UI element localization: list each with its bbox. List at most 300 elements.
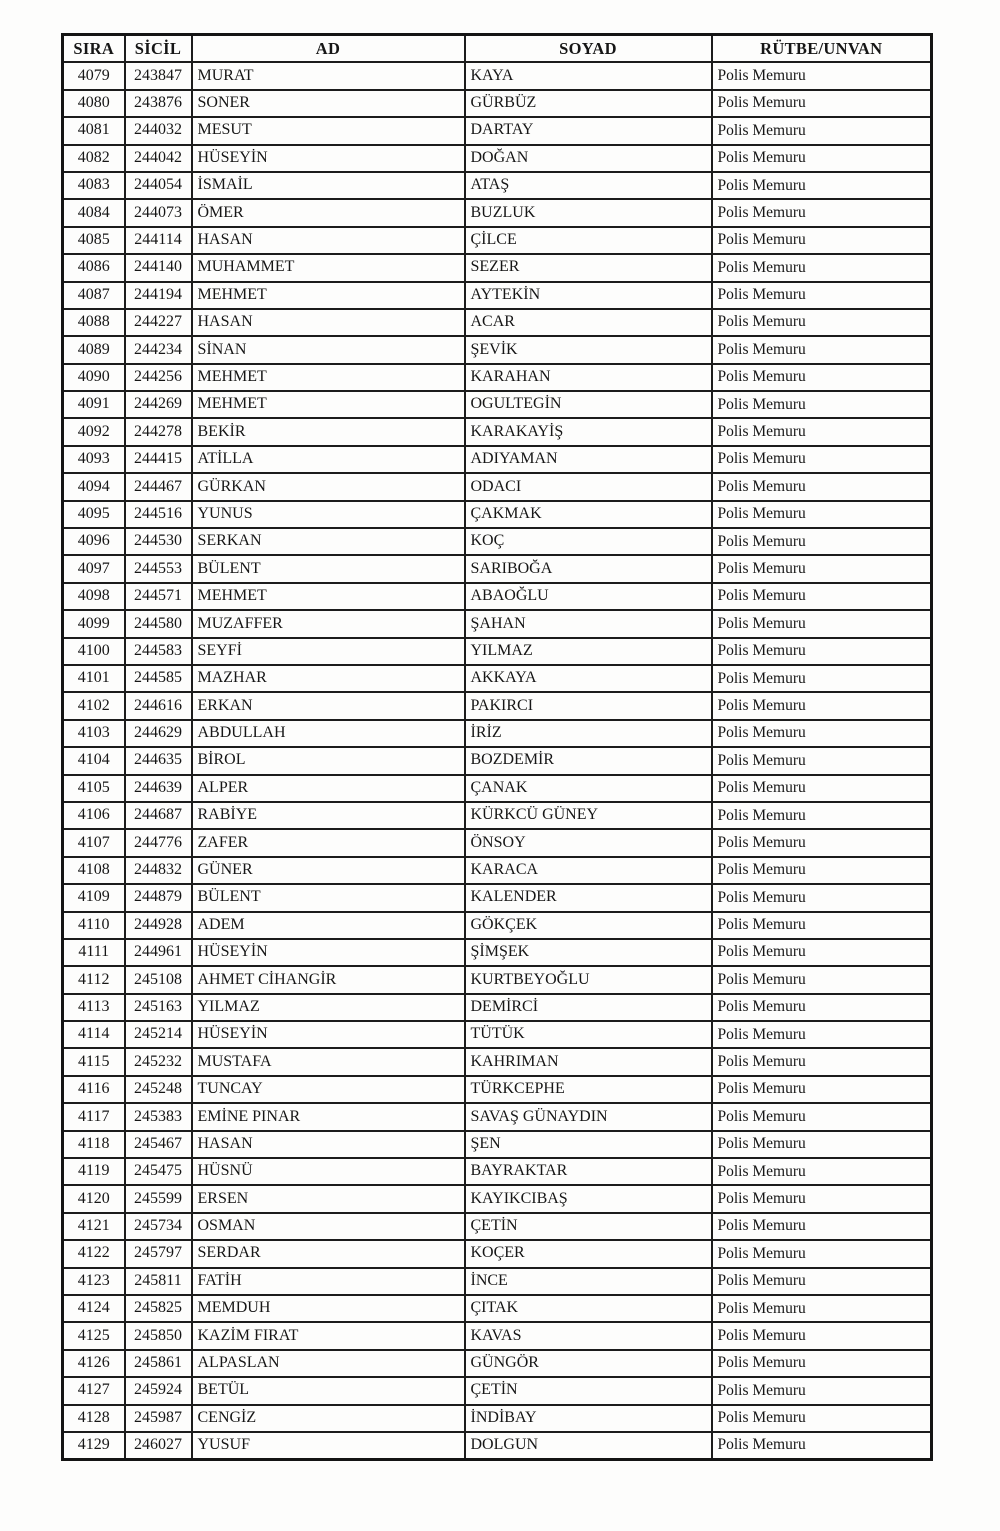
cell-sira: 4098: [63, 583, 125, 610]
cell-soyad: ODACI: [465, 473, 712, 500]
cell-sicil: 245383: [125, 1103, 192, 1130]
cell-ad: HASAN: [192, 227, 465, 254]
cell-ad: MAZHAR: [192, 665, 465, 692]
col-header-sira: SIRA: [63, 35, 125, 63]
table-row: [63, 912, 932, 939]
cell-sira: 4125: [63, 1322, 125, 1349]
cell-sicil: 245850: [125, 1322, 192, 1349]
cell-rutbe: Polis Memuru: [712, 1213, 932, 1240]
cell-sira: 4099: [63, 610, 125, 637]
table-row: [63, 1240, 932, 1267]
cell-rutbe: Polis Memuru: [712, 1295, 932, 1322]
cell-sicil: 244269: [125, 391, 192, 418]
cell-sira: 4082: [63, 145, 125, 172]
cell-soyad: YILMAZ: [465, 638, 712, 665]
cell-sira: 4084: [63, 199, 125, 226]
cell-rutbe: Polis Memuru: [712, 1268, 932, 1295]
cell-rutbe: Polis Memuru: [712, 555, 932, 582]
table-row: [63, 829, 932, 856]
table-row: [63, 172, 932, 199]
cell-sira: 4113: [63, 994, 125, 1021]
cell-sicil: 245811: [125, 1268, 192, 1295]
cell-rutbe: Polis Memuru: [712, 1322, 932, 1349]
cell-soyad: AKKAYA: [465, 665, 712, 692]
cell-rutbe: Polis Memuru: [712, 199, 932, 226]
table-row: [63, 692, 932, 719]
cell-ad: ZAFER: [192, 829, 465, 856]
cell-soyad: İNDİBAY: [465, 1405, 712, 1432]
cell-sicil: 244776: [125, 829, 192, 856]
cell-soyad: ÇETİN: [465, 1213, 712, 1240]
table-row: [63, 364, 932, 391]
cell-rutbe: Polis Memuru: [712, 309, 932, 336]
table-row: [63, 336, 932, 363]
cell-ad: CENGİZ: [192, 1405, 465, 1432]
col-header-ad: AD: [192, 35, 465, 63]
table-row: [63, 1295, 932, 1322]
cell-rutbe: Polis Memuru: [712, 1377, 932, 1404]
cell-ad: SEYFİ: [192, 638, 465, 665]
cell-rutbe: Polis Memuru: [712, 583, 932, 610]
cell-rutbe: Polis Memuru: [712, 227, 932, 254]
cell-sira: 4122: [63, 1240, 125, 1267]
cell-sira: 4081: [63, 117, 125, 144]
cell-rutbe: Polis Memuru: [712, 939, 932, 966]
cell-rutbe: Polis Memuru: [712, 692, 932, 719]
table-row: [63, 638, 932, 665]
cell-sira: 4086: [63, 254, 125, 281]
table-row: [63, 1131, 932, 1158]
cell-sicil: 245797: [125, 1240, 192, 1267]
cell-ad: FATİH: [192, 1268, 465, 1295]
cell-soyad: ACAR: [465, 309, 712, 336]
cell-sicil: 244194: [125, 282, 192, 309]
cell-sicil: 245987: [125, 1405, 192, 1432]
cell-sicil: 244114: [125, 227, 192, 254]
cell-rutbe: Polis Memuru: [712, 391, 932, 418]
cell-sicil: 244635: [125, 747, 192, 774]
cell-soyad: İRİZ: [465, 720, 712, 747]
cell-sicil: 245467: [125, 1131, 192, 1158]
cell-soyad: KALENDER: [465, 884, 712, 911]
cell-soyad: SAVAŞ GÜNAYDIN: [465, 1103, 712, 1130]
cell-rutbe: Polis Memuru: [712, 802, 932, 829]
table-row: [63, 1103, 932, 1130]
cell-sira: 4119: [63, 1158, 125, 1185]
cell-soyad: KOÇER: [465, 1240, 712, 1267]
cell-sira: 4112: [63, 966, 125, 993]
cell-sira: 4109: [63, 884, 125, 911]
cell-sicil: 244583: [125, 638, 192, 665]
cell-rutbe: Polis Memuru: [712, 364, 932, 391]
cell-sicil: 245163: [125, 994, 192, 1021]
cell-sira: 4087: [63, 282, 125, 309]
cell-sira: 4091: [63, 391, 125, 418]
table-row: [63, 720, 932, 747]
cell-soyad: SARIBOĞA: [465, 555, 712, 582]
cell-sira: 4083: [63, 172, 125, 199]
cell-sicil: 243876: [125, 90, 192, 117]
cell-ad: MEHMET: [192, 391, 465, 418]
cell-soyad: KAYIKCIBAŞ: [465, 1185, 712, 1212]
cell-soyad: AYTEKİN: [465, 282, 712, 309]
table-row: [63, 966, 932, 993]
cell-rutbe: Polis Memuru: [712, 1158, 932, 1185]
table-row: [63, 665, 932, 692]
table-row: [63, 1021, 932, 1048]
personnel-table: [61, 33, 933, 1461]
cell-ad: TUNCAY: [192, 1076, 465, 1103]
cell-sicil: 244961: [125, 939, 192, 966]
cell-sicil: 244073: [125, 199, 192, 226]
table-row: [63, 145, 932, 172]
cell-rutbe: Polis Memuru: [712, 829, 932, 856]
table-row: [63, 391, 932, 418]
cell-ad: SERKAN: [192, 528, 465, 555]
cell-sira: 4079: [63, 62, 125, 89]
table-row: [63, 747, 932, 774]
cell-sicil: 244516: [125, 501, 192, 528]
cell-ad: SONER: [192, 90, 465, 117]
cell-sira: 4100: [63, 638, 125, 665]
cell-rutbe: Polis Memuru: [712, 145, 932, 172]
cell-sira: 4111: [63, 939, 125, 966]
cell-sicil: 244227: [125, 309, 192, 336]
cell-sira: 4103: [63, 720, 125, 747]
cell-ad: BÜLENT: [192, 884, 465, 911]
col-header-rutbe-unvan: RÜTBE/UNVAN: [712, 35, 932, 63]
table-row: [63, 583, 932, 610]
cell-sira: 4095: [63, 501, 125, 528]
cell-sicil: 245599: [125, 1185, 192, 1212]
cell-ad: MUZAFFER: [192, 610, 465, 637]
cell-sicil: 243847: [125, 62, 192, 89]
cell-ad: YUSUF: [192, 1432, 465, 1460]
header-row: [63, 35, 932, 63]
cell-sira: 4102: [63, 692, 125, 719]
table-row: [63, 1268, 932, 1295]
cell-ad: YUNUS: [192, 501, 465, 528]
cell-sira: 4107: [63, 829, 125, 856]
cell-sicil: 244032: [125, 117, 192, 144]
cell-sicil: 244467: [125, 473, 192, 500]
cell-ad: BÜLENT: [192, 555, 465, 582]
cell-soyad: KARAKAYİŞ: [465, 418, 712, 445]
cell-sicil: 245232: [125, 1048, 192, 1075]
cell-ad: BİROL: [192, 747, 465, 774]
cell-sira: 4115: [63, 1048, 125, 1075]
cell-sira: 4106: [63, 802, 125, 829]
cell-sira: 4089: [63, 336, 125, 363]
cell-ad: MESUT: [192, 117, 465, 144]
cell-rutbe: Polis Memuru: [712, 62, 932, 89]
cell-ad: ADEM: [192, 912, 465, 939]
cell-rutbe: Polis Memuru: [712, 665, 932, 692]
cell-ad: GÜNER: [192, 857, 465, 884]
cell-rutbe: Polis Memuru: [712, 1432, 932, 1460]
cell-ad: HÜSNÜ: [192, 1158, 465, 1185]
cell-sicil: 244415: [125, 446, 192, 473]
cell-ad: SİNAN: [192, 336, 465, 363]
table-row: [63, 199, 932, 226]
table-row: [63, 1432, 932, 1460]
cell-rutbe: Polis Memuru: [712, 528, 932, 555]
cell-soyad: KAYA: [465, 62, 712, 89]
cell-ad: HÜSEYİN: [192, 145, 465, 172]
cell-sicil: 244530: [125, 528, 192, 555]
cell-soyad: ŞAHAN: [465, 610, 712, 637]
table-row: [63, 1350, 932, 1377]
cell-ad: ABDULLAH: [192, 720, 465, 747]
cell-sira: 4129: [63, 1432, 125, 1460]
cell-rutbe: Polis Memuru: [712, 90, 932, 117]
cell-rutbe: Polis Memuru: [712, 117, 932, 144]
cell-ad: SERDAR: [192, 1240, 465, 1267]
table-row: [63, 1048, 932, 1075]
cell-soyad: İNCE: [465, 1268, 712, 1295]
cell-soyad: ÇITAK: [465, 1295, 712, 1322]
cell-soyad: DARTAY: [465, 117, 712, 144]
cell-sicil: 244278: [125, 418, 192, 445]
cell-soyad: ABAOĞLU: [465, 583, 712, 610]
table-row: [63, 610, 932, 637]
cell-ad: EMİNE PINAR: [192, 1103, 465, 1130]
cell-ad: MEHMET: [192, 583, 465, 610]
cell-soyad: OGULTEGİN: [465, 391, 712, 418]
cell-rutbe: Polis Memuru: [712, 282, 932, 309]
cell-soyad: BUZLUK: [465, 199, 712, 226]
cell-soyad: ŞEN: [465, 1131, 712, 1158]
cell-sicil: 245248: [125, 1076, 192, 1103]
cell-ad: AHMET CİHANGİR: [192, 966, 465, 993]
cell-soyad: ATAŞ: [465, 172, 712, 199]
cell-rutbe: Polis Memuru: [712, 912, 932, 939]
cell-rutbe: Polis Memuru: [712, 1103, 932, 1130]
cell-soyad: TÜTÜK: [465, 1021, 712, 1048]
cell-sicil: 244256: [125, 364, 192, 391]
cell-rutbe: Polis Memuru: [712, 857, 932, 884]
cell-sira: 4120: [63, 1185, 125, 1212]
cell-soyad: GÜRBÜZ: [465, 90, 712, 117]
cell-sira: 4093: [63, 446, 125, 473]
cell-ad: ERKAN: [192, 692, 465, 719]
table-row: [63, 555, 932, 582]
cell-soyad: KAVAS: [465, 1322, 712, 1349]
cell-soyad: DOLGUN: [465, 1432, 712, 1460]
table-row: [63, 90, 932, 117]
cell-rutbe: Polis Memuru: [712, 966, 932, 993]
cell-rutbe: Polis Memuru: [712, 1240, 932, 1267]
cell-sicil: 245475: [125, 1158, 192, 1185]
col-header-sicil: SİCİL: [125, 35, 192, 63]
cell-sicil: 244616: [125, 692, 192, 719]
cell-sira: 4114: [63, 1021, 125, 1048]
cell-soyad: SEZER: [465, 254, 712, 281]
cell-sicil: 245825: [125, 1295, 192, 1322]
cell-sicil: 244042: [125, 145, 192, 172]
cell-soyad: ÖNSOY: [465, 829, 712, 856]
cell-rutbe: Polis Memuru: [712, 336, 932, 363]
cell-ad: MURAT: [192, 62, 465, 89]
cell-ad: ERSEN: [192, 1185, 465, 1212]
cell-sicil: 244687: [125, 802, 192, 829]
table-row: [63, 501, 932, 528]
cell-ad: MUHAMMET: [192, 254, 465, 281]
cell-soyad: KARAHAN: [465, 364, 712, 391]
cell-sira: 4101: [63, 665, 125, 692]
table-row: [63, 227, 932, 254]
cell-sicil: 246027: [125, 1432, 192, 1460]
cell-rutbe: Polis Memuru: [712, 775, 932, 802]
cell-ad: KAZİM FIRAT: [192, 1322, 465, 1349]
cell-sicil: 244580: [125, 610, 192, 637]
cell-rutbe: Polis Memuru: [712, 1048, 932, 1075]
cell-sira: 4110: [63, 912, 125, 939]
cell-sira: 4118: [63, 1131, 125, 1158]
cell-soyad: BAYRAKTAR: [465, 1158, 712, 1185]
cell-rutbe: Polis Memuru: [712, 473, 932, 500]
cell-sicil: 244832: [125, 857, 192, 884]
cell-sira: 4128: [63, 1405, 125, 1432]
cell-soyad: ADIYAMAN: [465, 446, 712, 473]
table-row: [63, 418, 932, 445]
col-header-soyad: SOYAD: [465, 35, 712, 63]
cell-soyad: ÇETİN: [465, 1377, 712, 1404]
table-row: [63, 1213, 932, 1240]
cell-rutbe: Polis Memuru: [712, 254, 932, 281]
cell-sira: 4126: [63, 1350, 125, 1377]
cell-ad: RABİYE: [192, 802, 465, 829]
cell-sicil: 244140: [125, 254, 192, 281]
cell-soyad: ŞİMŞEK: [465, 939, 712, 966]
cell-sira: 4105: [63, 775, 125, 802]
cell-soyad: KARACA: [465, 857, 712, 884]
cell-ad: ÖMER: [192, 199, 465, 226]
table-row: [63, 857, 932, 884]
cell-ad: ALPASLAN: [192, 1350, 465, 1377]
cell-sira: 4116: [63, 1076, 125, 1103]
cell-ad: OSMAN: [192, 1213, 465, 1240]
cell-rutbe: Polis Memuru: [712, 501, 932, 528]
cell-sicil: 244639: [125, 775, 192, 802]
cell-ad: HÜSEYİN: [192, 939, 465, 966]
cell-sicil: 244928: [125, 912, 192, 939]
cell-sicil: 244571: [125, 583, 192, 610]
cell-rutbe: Polis Memuru: [712, 1405, 932, 1432]
cell-ad: ALPER: [192, 775, 465, 802]
table-row: [63, 254, 932, 281]
cell-sira: 4104: [63, 747, 125, 774]
table-row: [63, 282, 932, 309]
cell-sicil: 245734: [125, 1213, 192, 1240]
table-row: [63, 884, 932, 911]
cell-soyad: KÜRKCÜ GÜNEY: [465, 802, 712, 829]
cell-rutbe: Polis Memuru: [712, 720, 932, 747]
cell-soyad: ÇAKMAK: [465, 501, 712, 528]
cell-soyad: PAKIRCI: [465, 692, 712, 719]
cell-sira: 4117: [63, 1103, 125, 1130]
cell-soyad: BOZDEMİR: [465, 747, 712, 774]
cell-sicil: 244879: [125, 884, 192, 911]
cell-sira: 4088: [63, 309, 125, 336]
cell-rutbe: Polis Memuru: [712, 610, 932, 637]
table-row: [63, 775, 932, 802]
cell-ad: HÜSEYİN: [192, 1021, 465, 1048]
cell-ad: BEKİR: [192, 418, 465, 445]
table-row: [63, 1377, 932, 1404]
table-row: [63, 1322, 932, 1349]
cell-sicil: 245214: [125, 1021, 192, 1048]
cell-ad: HASAN: [192, 309, 465, 336]
table-row: [63, 309, 932, 336]
table-row: [63, 446, 932, 473]
cell-sira: 4123: [63, 1268, 125, 1295]
cell-rutbe: Polis Memuru: [712, 638, 932, 665]
cell-sicil: 244234: [125, 336, 192, 363]
cell-ad: ATİLLA: [192, 446, 465, 473]
cell-soyad: ÇİLCE: [465, 227, 712, 254]
cell-soyad: TÜRKCEPHE: [465, 1076, 712, 1103]
cell-rutbe: Polis Memuru: [712, 994, 932, 1021]
cell-ad: MEHMET: [192, 282, 465, 309]
cell-sira: 4080: [63, 90, 125, 117]
table-row: [63, 1185, 932, 1212]
cell-sira: 4097: [63, 555, 125, 582]
cell-sicil: 244553: [125, 555, 192, 582]
cell-sira: 4108: [63, 857, 125, 884]
cell-ad: MEMDUH: [192, 1295, 465, 1322]
table-row: [63, 473, 932, 500]
table-row: [63, 117, 932, 144]
cell-soyad: DEMİRCİ: [465, 994, 712, 1021]
cell-sira: 4094: [63, 473, 125, 500]
cell-rutbe: Polis Memuru: [712, 1131, 932, 1158]
cell-soyad: ŞEVİK: [465, 336, 712, 363]
table-row: [63, 1158, 932, 1185]
cell-sira: 4124: [63, 1295, 125, 1322]
cell-sira: 4121: [63, 1213, 125, 1240]
cell-sicil: 245861: [125, 1350, 192, 1377]
cell-sicil: 245924: [125, 1377, 192, 1404]
cell-rutbe: Polis Memuru: [712, 418, 932, 445]
cell-rutbe: Polis Memuru: [712, 172, 932, 199]
table-row: [63, 802, 932, 829]
cell-sicil: 244629: [125, 720, 192, 747]
cell-rutbe: Polis Memuru: [712, 884, 932, 911]
cell-ad: İSMAİL: [192, 172, 465, 199]
cell-soyad: DOĞAN: [465, 145, 712, 172]
cell-soyad: KURTBEYOĞLU: [465, 966, 712, 993]
table-row: [63, 1076, 932, 1103]
cell-sira: 4092: [63, 418, 125, 445]
cell-ad: GÜRKAN: [192, 473, 465, 500]
cell-rutbe: Polis Memuru: [712, 1076, 932, 1103]
cell-ad: BETÜL: [192, 1377, 465, 1404]
cell-rutbe: Polis Memuru: [712, 1021, 932, 1048]
cell-sira: 4090: [63, 364, 125, 391]
cell-rutbe: Polis Memuru: [712, 446, 932, 473]
cell-soyad: GÜNGÖR: [465, 1350, 712, 1377]
table-row: [63, 1405, 932, 1432]
cell-ad: YILMAZ: [192, 994, 465, 1021]
table-row: [63, 994, 932, 1021]
cell-sira: 4085: [63, 227, 125, 254]
cell-ad: HASAN: [192, 1131, 465, 1158]
cell-ad: MUSTAFA: [192, 1048, 465, 1075]
cell-sicil: 244585: [125, 665, 192, 692]
table-row: [63, 62, 932, 89]
table-row: [63, 528, 932, 555]
